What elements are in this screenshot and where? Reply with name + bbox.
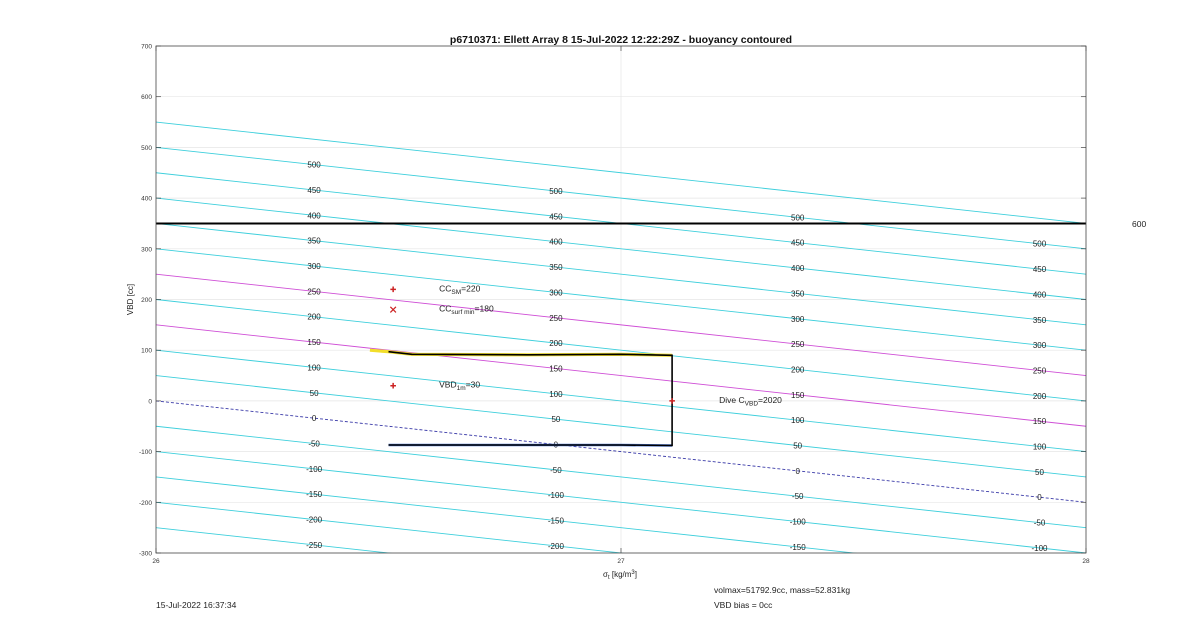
- contour-label: 250: [549, 313, 563, 323]
- contour-label: 200: [1032, 391, 1047, 401]
- contour-label: 500: [1032, 239, 1047, 249]
- x-label-sub: t: [607, 575, 610, 581]
- marker-label-sub: surf min: [451, 309, 475, 317]
- contour-label: 150: [791, 390, 805, 400]
- marker-label-value: =30: [465, 379, 481, 390]
- contour-label: 350: [307, 236, 321, 246]
- contour-label: -50: [308, 439, 320, 449]
- x-label-main: σ: [603, 570, 608, 579]
- y-tick-label: 200: [141, 297, 152, 304]
- contour-label: -200: [547, 541, 564, 551]
- y-tick-label: 500: [141, 144, 152, 152]
- y-tick-label: 700: [141, 43, 152, 51]
- contour-label: -150: [547, 516, 564, 526]
- footer-vbd-bias: VBD bias = 0cc: [714, 600, 773, 610]
- contour-label: 50: [309, 388, 319, 398]
- marker-label-main: VBD: [439, 379, 457, 390]
- contour-label: 150: [1032, 417, 1047, 427]
- contour-label: 100: [791, 416, 805, 426]
- y-tick-label: -300: [138, 550, 152, 558]
- contour-label: 0: [795, 466, 800, 476]
- contour-label: 50: [1035, 467, 1044, 477]
- contour-label: 300: [307, 262, 321, 272]
- contour-label: 250: [307, 287, 321, 297]
- contour-label: 150: [307, 338, 321, 348]
- contour-label: 0: [1037, 493, 1042, 503]
- contour-label: 250: [1032, 366, 1047, 376]
- y-tick-label: 400: [141, 195, 152, 203]
- marker-label-main: CC: [439, 303, 452, 314]
- contour-label: 100: [1032, 442, 1047, 452]
- contour-label: 300: [1032, 341, 1047, 351]
- contour-label: 400: [791, 264, 805, 274]
- x-label-sup: 3: [631, 570, 635, 576]
- contour-label: 0: [311, 414, 317, 424]
- contour-label: 450: [1032, 265, 1047, 275]
- x-tick-label: 28: [1082, 558, 1090, 565]
- x-label-rest: [kg/m: [609, 570, 632, 579]
- contour-label: 300: [549, 288, 563, 298]
- y-tick-label: 100: [141, 347, 152, 355]
- marker-label-sub: 1m: [456, 385, 466, 393]
- contour-label: 200: [791, 365, 805, 375]
- marker-label-sub: VBD: [744, 400, 759, 408]
- y-tick-label: -100: [138, 449, 152, 457]
- marker-label-value: =180: [474, 303, 494, 314]
- footer-date: 15-Jul-2022 16:37:34: [156, 600, 237, 610]
- contour-label: -100: [1031, 543, 1048, 553]
- contour-label: 350: [549, 263, 563, 273]
- contour-label: 350: [1032, 315, 1047, 325]
- x-label-end: ]: [634, 570, 637, 579]
- contour-label: -100: [306, 464, 323, 474]
- x-tick-label: 26: [152, 558, 160, 565]
- contour-label: 500: [549, 187, 563, 197]
- marker-label-value: =220: [461, 283, 481, 294]
- contour-label: 0: [553, 440, 559, 450]
- contour-label: 350: [791, 289, 805, 299]
- contour-label: -200: [306, 515, 323, 525]
- contour-label: 450: [549, 212, 563, 222]
- y-axis-label: VBD [cc]: [126, 283, 135, 316]
- marker-label-main: CC: [439, 283, 452, 294]
- contour-label: 400: [549, 237, 563, 247]
- x-axis-label: [603, 570, 637, 581]
- contour-label: -150: [306, 490, 323, 500]
- contour-label: 100: [307, 363, 321, 373]
- contour-label: 150: [549, 364, 563, 374]
- contour-label: 50: [793, 441, 803, 451]
- contour-label: 450: [791, 238, 805, 248]
- contour-label: -50: [550, 465, 562, 475]
- contour-label: -100: [547, 491, 564, 501]
- contour-label: 300: [791, 314, 805, 324]
- contour-label: 100: [549, 389, 563, 399]
- contour-label: 250: [791, 340, 805, 350]
- contour-label: 400: [1032, 290, 1047, 300]
- y-tick-label: 300: [141, 246, 152, 254]
- y-tick-label: 0: [148, 398, 152, 406]
- marker-label-value: =2020: [758, 394, 782, 405]
- contour-label: 50: [551, 415, 561, 425]
- contour-label: -150: [789, 542, 806, 552]
- marker-label-main: Dive C: [719, 394, 745, 405]
- contour-label: -250: [306, 540, 323, 550]
- contour-label: 450: [307, 185, 321, 195]
- contour-label: 400: [307, 211, 321, 221]
- y-tick-label: -200: [138, 499, 152, 507]
- contour-label: 200: [307, 312, 321, 322]
- contour-label: 200: [549, 339, 563, 349]
- chart-title: p6710371: Ellett Array 8 15-Jul-2022 12:22:29Z - buoyancy contoured: [449, 34, 793, 46]
- footer-volmax-mass: volmax=51792.9cc, mass=52.831kg: [714, 585, 851, 595]
- marker-label-sub: SM: [451, 288, 462, 296]
- contour-label: -50: [1033, 518, 1046, 528]
- max-vbd-label: 600: [1132, 218, 1147, 229]
- contour-label: -100: [789, 517, 806, 527]
- x-tick-label: 27: [617, 558, 625, 565]
- contour-label: 500: [791, 213, 805, 223]
- y-tick-label: 600: [141, 94, 152, 102]
- contour-label: 500: [307, 160, 321, 170]
- contour-label: -50: [791, 492, 804, 502]
